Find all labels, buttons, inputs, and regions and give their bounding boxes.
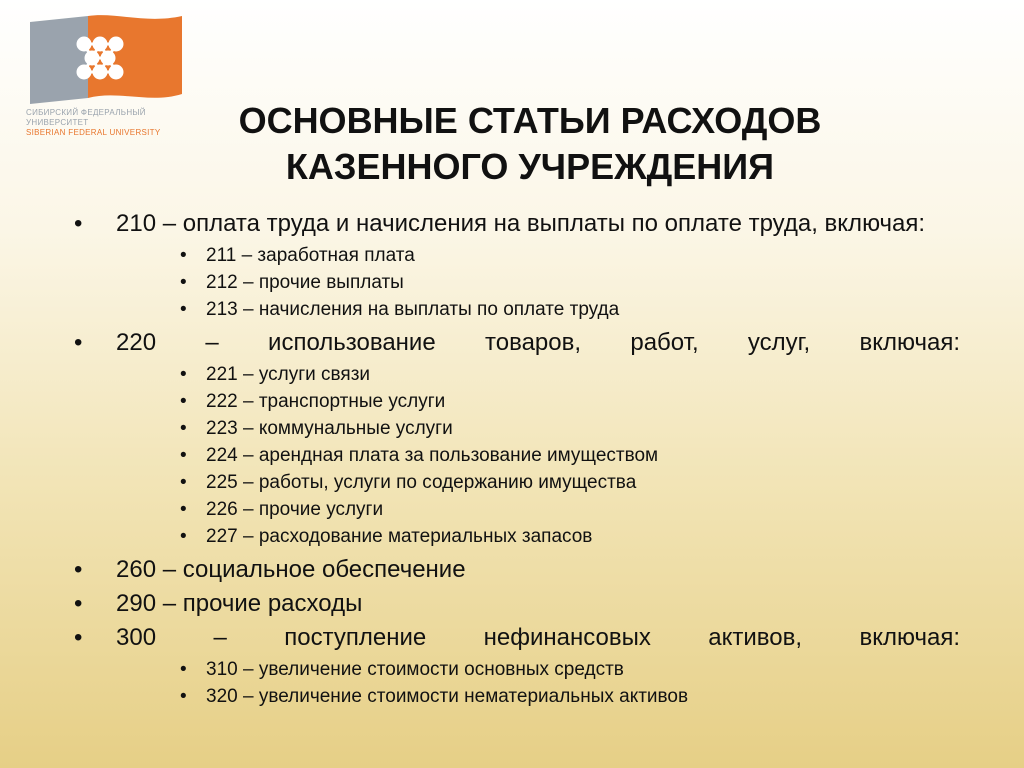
sub-list-300 — [116, 656, 960, 710]
list-item-300 — [70, 624, 960, 710]
sub-item-227 — [178, 523, 960, 550]
bullet-icon: • — [180, 526, 187, 547]
bullet-icon: • — [180, 499, 187, 520]
sub-item-text: 225 – работы, услуги по содержанию имущества — [206, 472, 637, 493]
bullet-icon: • — [74, 556, 83, 583]
sub-item-221 — [178, 361, 960, 388]
logo-name-ru: СИБИРСКИЙ ФЕДЕРАЛЬНЫЙ УНИВЕРСИТЕТ — [26, 108, 146, 127]
bullet-icon: • — [180, 659, 187, 680]
list-item-210 — [70, 210, 960, 323]
sub-item-320 — [178, 683, 960, 710]
slide-title — [180, 98, 880, 190]
sub-item-text: 212 – прочие выплаты — [206, 272, 404, 293]
bullet-icon: • — [180, 418, 187, 439]
list-item-290 — [70, 590, 960, 618]
sub-item-224 — [178, 442, 960, 469]
sub-list-210 — [116, 242, 960, 323]
bullet-icon: • — [74, 590, 83, 617]
bullet-icon: • — [180, 472, 187, 493]
bullet-icon: • — [180, 245, 187, 266]
list-item-text: 260 – социальное обеспечение — [116, 556, 466, 583]
bullet-icon: • — [180, 364, 187, 385]
sub-item-213 — [178, 296, 960, 323]
bullet-icon: • — [74, 329, 83, 356]
slide-title-line-1: ОСНОВНЫЕ СТАТЬИ РАСХОДОВ — [238, 100, 822, 141]
sub-item-text: 224 – арендная плата за пользование имуществом — [206, 445, 659, 466]
sub-item-223 — [178, 415, 960, 442]
list-item-220 — [70, 329, 960, 550]
list-item-text: 300 – поступление нефинансовых активов, включая: — [116, 624, 960, 651]
sub-item-text: 223 – коммунальные услуги — [206, 418, 453, 439]
sub-item-226 — [178, 496, 960, 523]
slide-title-line-2: КАЗЕННОГО УЧРЕЖДЕНИЯ — [285, 146, 775, 187]
list-item-text: 210 – оплата труда и начисления на выплаты по оплате труда, включая: — [116, 210, 926, 237]
sub-item-310 — [178, 656, 960, 683]
sub-item-211 — [178, 242, 960, 269]
logo-caption — [26, 108, 196, 138]
list-item-260 — [70, 556, 960, 584]
expense-list — [70, 210, 960, 710]
list-item-text: 220 – использование товаров, работ, услуг, включая: — [116, 329, 960, 356]
list-item-text: 290 – прочие расходы — [116, 590, 363, 617]
bullet-icon: • — [180, 391, 187, 412]
bullet-icon: • — [180, 445, 187, 466]
sub-item-text: 222 – транспортные услуги — [206, 391, 446, 412]
bullet-icon: • — [74, 210, 83, 237]
sub-list-220 — [116, 361, 960, 550]
bullet-icon: • — [74, 624, 83, 651]
sub-item-212 — [178, 269, 960, 296]
bullet-icon: • — [180, 272, 187, 293]
sub-item-text: 226 – прочие услуги — [206, 499, 384, 520]
logo-emblem-icon — [26, 12, 186, 112]
sub-item-225 — [178, 469, 960, 496]
sub-item-text: 221 – услуги связи — [206, 364, 371, 385]
sub-item-text: 310 – увеличение стоимости основных средств — [206, 659, 624, 680]
bullet-icon: • — [180, 299, 187, 320]
sub-item-222 — [178, 388, 960, 415]
bullet-icon: • — [180, 686, 187, 707]
sub-item-text: 211 – заработная плата — [206, 245, 415, 266]
sub-item-text: 320 – увеличение стоимости нематериальных активов — [206, 686, 689, 707]
bullet-content — [70, 210, 960, 716]
logo-name-en: SIBERIAN FEDERAL UNIVERSITY — [26, 128, 161, 137]
sub-item-text: 213 – начисления на выплаты по оплате труда — [206, 299, 620, 320]
sub-item-text: 227 – расходование материальных запасов — [206, 526, 593, 547]
